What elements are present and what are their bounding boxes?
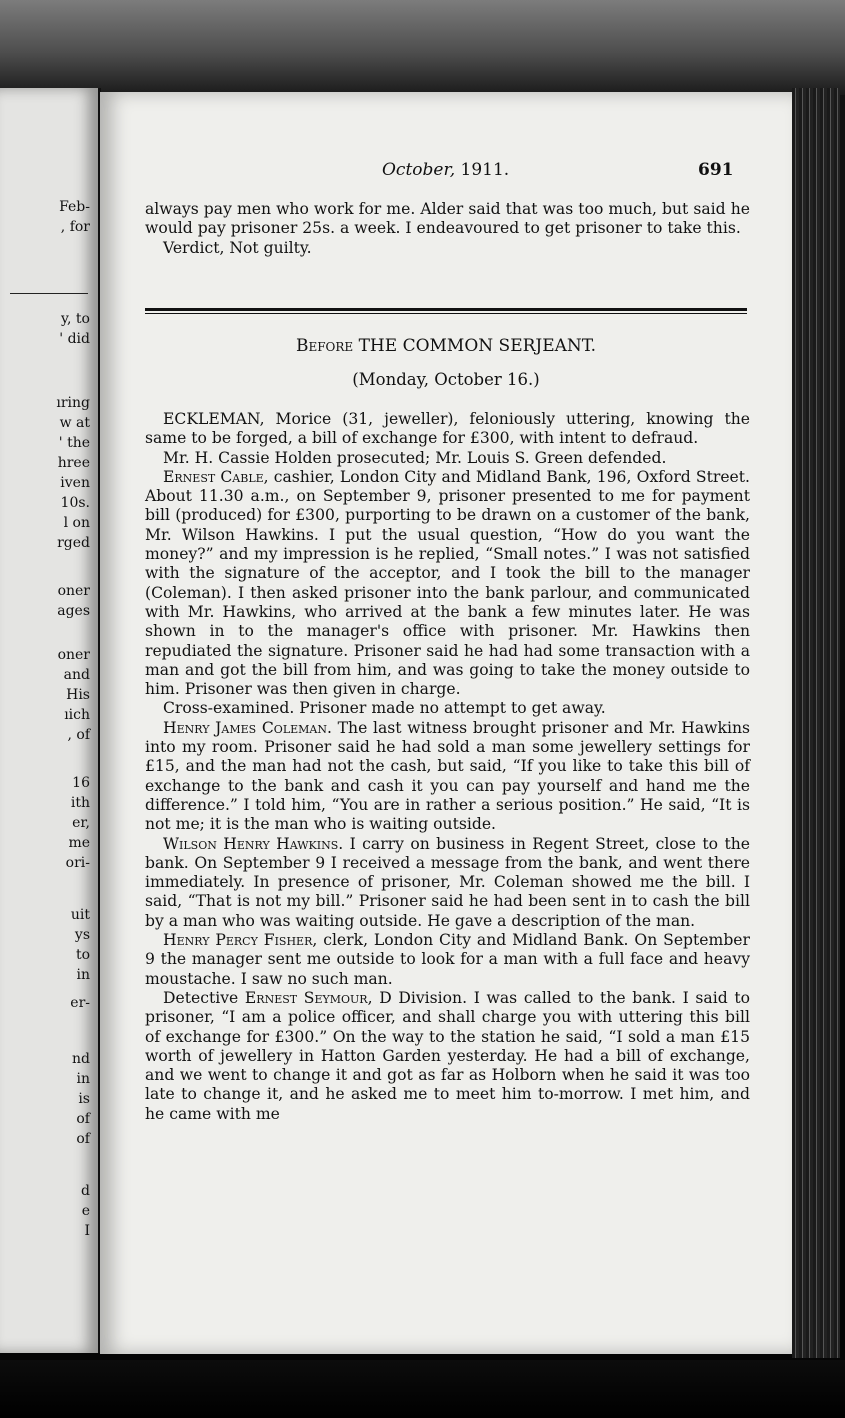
scan-bottom-edge	[0, 1360, 845, 1418]
paragraph-text: Cross-examined. Prisoner made no attempt to get away.	[163, 699, 606, 718]
facing-page-fragment: e	[81, 1203, 90, 1219]
facing-page-fragment: l on	[63, 515, 90, 531]
facing-page-rule	[10, 293, 88, 294]
book-page-edges	[792, 88, 840, 1358]
facing-page-fragment: oner	[57, 647, 90, 663]
facing-page-fragment: ıich	[64, 707, 90, 723]
section-rule	[145, 308, 747, 311]
facing-page-fragment: ori-	[65, 855, 90, 871]
witness-name: Ernest Cable,	[163, 467, 269, 486]
paragraph-text: D Division. I was called to the bank. I said to prisoner, “I am a police officer, and shall charge you with uttering this bill of exchange for £300.” On the way to the station he said, “I sold a man £15 worth of jewellery in Hatton Garden yesterday. He had a bill of exchange, and we went to change it and got as far as Holborn when he said it was too late to change it, and he asked me to meet him to-morrow. I met him, and he came with me	[145, 988, 750, 1123]
facing-page-fragment: in	[76, 967, 90, 983]
section-rule-thin	[145, 313, 747, 314]
facing-page-fragment: y, to	[60, 311, 90, 327]
facing-page-fragment: me	[68, 835, 90, 851]
facing-page-fragment: 10s.	[60, 495, 90, 511]
facing-page-fragment: of	[76, 1131, 90, 1147]
facing-page-fragment: to	[75, 947, 90, 963]
facing-page-fragment: ith	[70, 795, 90, 811]
facing-page-fragment: and	[63, 667, 90, 683]
case-paragraph	[145, 931, 750, 989]
witness-name: Henry Percy Fisher,	[163, 931, 318, 950]
scan-top-edge	[0, 0, 845, 95]
facing-page-fragment: Feb-	[59, 199, 90, 215]
facing-page-fragment: , for	[60, 219, 90, 235]
facing-page-fragment: in	[76, 1071, 90, 1087]
witness-name: Wilson Henry Hawkins.	[163, 834, 344, 853]
facing-page-fragment: , of	[67, 727, 90, 743]
opening-paragraph: always pay men who work for me. Alder said that was too much, but said he would pay prisoner 25s. a week. I endeavoured to get prisoner to take this.	[145, 200, 750, 238]
facing-page-fragment: ages	[57, 603, 90, 619]
session-date: (Monday, October 16.)	[352, 370, 540, 389]
paragraph-text: Mr. H. Cassie Holden prosecuted; Mr. Louis S. Green defended.	[163, 448, 667, 467]
facing-page-fragment: I	[84, 1223, 90, 1239]
facing-page	[0, 88, 101, 1353]
witness-name: Ernest Seymour,	[244, 988, 373, 1007]
case-paragraph	[145, 719, 750, 835]
section-heading: Before THE COMMON SERJEANT.	[295, 336, 597, 356]
facing-page-fragment: nd	[72, 1051, 90, 1067]
facing-page-fragment: ' did	[59, 331, 90, 347]
facing-page-fragment: er,	[72, 815, 90, 831]
case-paragraph	[145, 449, 750, 468]
facing-page-fragment: His	[66, 687, 90, 703]
witness-name: Detective	[163, 988, 245, 1007]
paragraph-text: cashier, London City and Midland Bank, 196, Oxford Street. About 11.30 a.m., on September 9, prisoner presented to me for payment bill (produced) for £300, purporting to be drawn on a customer of the bank, Mr. Wilson Hawkins. I put the usual question, “How do you want the money?” and my impression is he replied, “Small notes.” I was not satisfied with the signature of the acceptor, and I took the bill to the manager (Coleman). I then asked prisoner into the bank parlour, and communicated with Mr. Hawkins, who arrived at the bank a few minutes later. He was shown in to the manager's office with prisoner. Mr. Hawkins then repudiated the signature. Prisoner said he had had some transaction with a man and got the bill from him, and was going to take the money outside to him. Prisoner was then given in charge.	[145, 467, 750, 699]
page-number: 691	[698, 160, 734, 180]
facing-page-fragment: hree	[57, 455, 90, 471]
paragraph-text: clerk, London City and Midland Bank. On September 9 the manager sent me outside to look for a man with a full face and heavy moustache. I saw no such man.	[145, 931, 750, 988]
facing-page-fragment: of	[76, 1111, 90, 1127]
witness-name: Henry James Coleman.	[163, 718, 332, 737]
case-paragraph	[145, 410, 750, 449]
paragraph-text: I carry on business in Regent Street, close to the bank. On September 9 I received a message from the bank, and went there immediately. In presence of prisoner, Mr. Coleman showed me the bill. I said, “That is not my bill.” Prisoner said he had been sent in to cash the bill by a man who was waiting outside. He gave a description of the man.	[145, 834, 750, 930]
facing-page-fragment: d	[81, 1183, 90, 1199]
facing-page-fragment: uit	[70, 907, 90, 923]
facing-page-fragment: oner	[57, 583, 90, 599]
facing-page-fragment: ys	[74, 927, 90, 943]
facing-page-fragment: w at	[59, 415, 90, 431]
case-paragraph	[145, 835, 750, 931]
paragraph-text: ECKLEMAN, Morice (31, jeweller), feloniously uttering, knowing the same to be forged, a bill of exchange for £300, with intent to defraud.	[145, 410, 750, 448]
facing-page-fragment: rged	[57, 535, 90, 551]
opening-text	[145, 200, 750, 258]
case-paragraph	[145, 989, 750, 1124]
paragraph-text: The last witness brought prisoner and Mr. Hawkins into my room. Prisoner said he had sold a man some jewellery settings for £15, and the man had not the cash, but said, “If you like to take this bill of exchange to the bank and cash it you can pay yourself and hand me the difference.” I told him, “You are in rather a serious position.” He said, “It is not me; it is the man who is waiting outside.	[145, 718, 750, 834]
facing-page-fragment: iven	[60, 475, 90, 491]
running-head: October, 1911.	[382, 160, 510, 180]
facing-page-fragment: ıring	[56, 395, 90, 411]
case-body	[145, 410, 750, 1124]
facing-page-fragment: er-	[70, 995, 90, 1011]
page-header	[100, 160, 792, 182]
facing-page-fragment: 16	[72, 775, 90, 791]
case-paragraph	[145, 699, 750, 718]
case-paragraph	[145, 468, 750, 700]
facing-page-fragment: is	[78, 1091, 90, 1107]
book-page	[100, 92, 792, 1354]
facing-page-fragment: ' the	[58, 435, 90, 451]
verdict: Verdict, Not guilty.	[163, 238, 312, 257]
